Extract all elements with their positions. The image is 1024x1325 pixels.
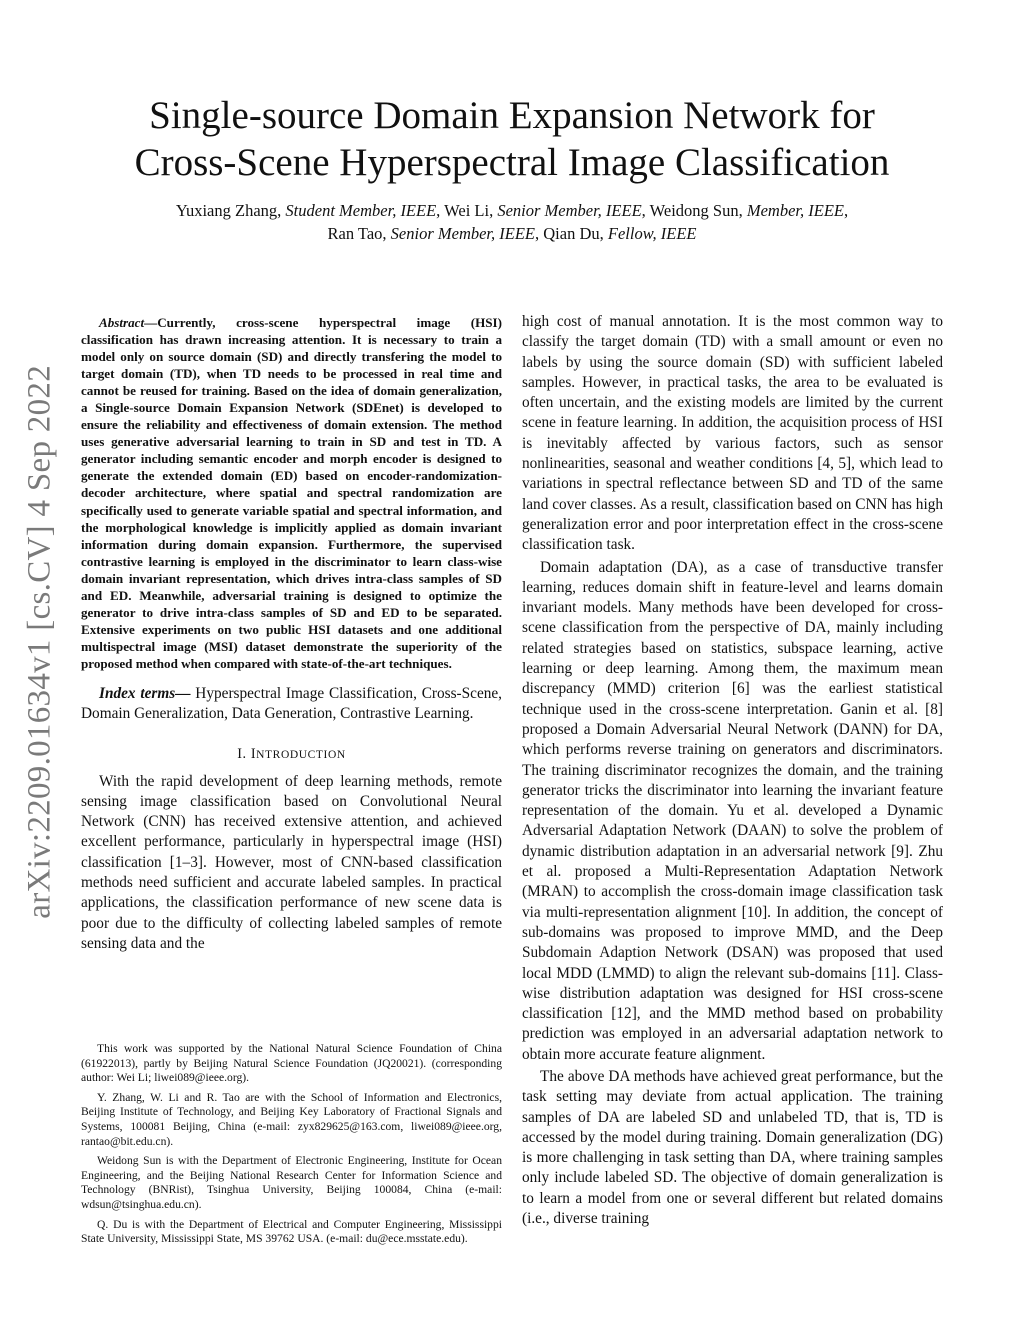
author-role: Fellow, IEEE bbox=[607, 224, 697, 243]
abstract bbox=[81, 314, 502, 672]
title-line-2: Cross-Scene Hyperspectral Image Classification bbox=[134, 141, 890, 184]
author-name: Ran Tao, bbox=[327, 224, 391, 243]
abstract-text: Currently, cross-scene hyperspectral image (HSI) classification has drawn increasing attention. It is necessary to train a model only on source domain (SD) and directly transfering the model to target domain (TD), when TD needs to be processed in real time and cannot be reused for training. Based on the idea of domain generalization, a Single-source Domain Expansion Network (SDEnet) is developed to ensure the reliability and effectiveness of domain extension. The method uses generative adversarial learning to train in SD and test in TD. A generator including semantic encoder and morph encoder is designed to generate the extended domain (ED) based on encoder-randomization-decoder architecture, where spatial and spectral randomization are specifically used to generate variable spatial and spectral information, and the morphological knowledge is implicitly applied as domain invariant information during domain expansion. Furthermore, the supervised contrastive learning is employed in the discriminator to learn class-wise domain invariant representation, which drives intra-class samples of SD and ED. Meanwhile, adversarial training is designed to optimize the generator to drive intra-class samples of SD and ED to be separated. Extensive experiments on two public HSI datasets and one additional multispectral image (MSI) dataset demonstrate the superiority of the proposed method when compared with state-of-the-art techniques. bbox=[81, 315, 502, 671]
index-terms-label: Index terms— bbox=[99, 684, 191, 702]
intro-paragraph-domain-generalization: The above DA methods have achieved great performance, but the task setting may deviate from actual application. The training samples of DA are labeled SD and unlabeled TD, that is, TD is accessed by the model during training. Domain generalization (DG) is more challenging in task setting than DA, where training samples only include labeled SD. The objective of domain generalization is to learn a model from one or several different but related domains (i.e., diverse training bbox=[522, 1067, 943, 1228]
author-role: Senior Member, IEEE bbox=[390, 224, 536, 243]
section-numeral: I. bbox=[237, 745, 251, 762]
author-name: , Wei Li, bbox=[436, 201, 498, 220]
author-line-2 bbox=[60, 222, 964, 245]
footnote-affiliation-3: Q. Du is with the Department of Electrical and Computer Engineering, Mississippi State University, Mississippi State, MS 39762 USA. (e-mail: du@ece.msstate.edu). bbox=[81, 1217, 502, 1246]
intro-paragraph-1: With the rapid development of deep learning methods, remote sensing image classification based on Convolutional Neural Network (CNN) has received extensive attention, and achieved excellent performance, particularly in hyperspectral image (HSI) classification [1–3]. However, most of CNN-based classification methods need sufficient and accurate labeled samples. In practical applications, the classification performance of new scene data is poor due to the difficulty of collecting labeled samples of remote sensing data and the bbox=[81, 772, 502, 952]
footnotes bbox=[81, 1042, 502, 1252]
index-terms-text: Hyperspectral Image Classification, Cross-Scene, Domain Generalization, Data Generation, Contrastive Learning. bbox=[81, 684, 502, 723]
footnote-affiliation-1: Y. Zhang, W. Li and R. Tao are with the School of Information and Electronics, Beijing Institute of Technology, and Beijing Key Laboratory of Fractional Signals and Systems, 100081 Beijing, China (e-mail: zyx829625@163.com, liwei089@ieee.org, rantao@bit.edu.cn). bbox=[81, 1090, 502, 1148]
author-role: Member, IEEE bbox=[746, 201, 844, 220]
author-separator: , bbox=[843, 201, 849, 220]
author-role: Senior Member, IEEE bbox=[497, 201, 642, 220]
author-role: Student Member, IEEE bbox=[285, 201, 437, 220]
author-name: , Weidong Sun, bbox=[641, 201, 747, 220]
left-column bbox=[81, 314, 502, 954]
right-column bbox=[522, 312, 943, 1229]
paper-title bbox=[0, 92, 1024, 186]
author-name: Yuxiang Zhang, bbox=[175, 201, 286, 220]
section-heading-introduction bbox=[81, 745, 502, 764]
author-line-1 bbox=[60, 199, 964, 222]
arxiv-identifier: arXiv:2209.01634v1 [cs.CV] 4 Sep 2022 bbox=[21, 365, 58, 919]
index-terms bbox=[81, 684, 502, 725]
abstract-label: Abstract bbox=[99, 315, 145, 330]
section-title-smallcaps: NTRODUCTION bbox=[256, 748, 346, 761]
abstract-dash: — bbox=[144, 315, 158, 330]
author-list bbox=[60, 199, 964, 245]
title-line-1: Single-source Domain Expansion Network for bbox=[149, 94, 875, 137]
intro-paragraph-continued: high cost of manual annotation. It is the most common way to classify the target domain (TD) with a small amount or even no labels by using the source domain (SD) with sufficient labeled samples. However, in practical tasks, the area to be evaluated is often uncertain, and the existing models are limited by the current scene in feature learning. In addition, the acquisition process of HSI is inevitably affected by various factors, such as sensor nonlinearities, seasonal and weather conditions [4, 5], which lead to variations in spectral reflectance between SD and TD of the same land cover classes. As a result, classification based on CNN has high generalization error and poor interpretation effect in the cross-scene classification task. bbox=[522, 313, 943, 554]
footnote-affiliation-2: Weidong Sun is with the Department of Electronic Engineering, Institute for Ocean Engineering, and the Beijing National Research Center for Information Science and Technology (BNRist), Tsinghua University, Beijing 100084, China (e-mail: wdsun@tsinghua.edu.cn). bbox=[81, 1154, 502, 1211]
footnote-funding: This work was supported by the National Natural Science Foundation of China (61922013), partly by Beijing Natural Science Foundation (JQ20021). (corresponding author: Wei Li; liwei089@ieee.org). bbox=[81, 1042, 502, 1085]
intro-paragraph-domain-adaptation: Domain adaptation (DA), as a case of transductive transfer learning, reduces domain shift in feature-level and learns domain invariant models. Many methods have been developed for cross-scene classification from the perspective of DA, mainly including related strategies based on statistics, subspace learning, active learning or deep learning. Among them, the maximum mean discrepancy (MMD) criterion [6] was the earliest statistical technique used in the cross-scene interpretation. Ganin et al. [8] proposed a Domain Adversarial Neural Network (DANN) for DA, which performs reverse training on generators and discriminators. The training discriminator recognizes the domain, and the training generator tricks the discriminator into learning the invariant feature representation of the domain. Yu et al. developed a Dynamic Adversarial Adaptation Network (DAAN) to solve the problem of dynamic distribution adaptation in an adversarial network [9]. Zhu et al. proposed a Multi-Representation Adaptation Network (MRAN) to accomplish the cross-domain image classification task via multi-representation alignment [10]. In addition, the concept of sub-domains was proposed to improve MMD, and the Deep Subdomain Adaption Network (DSAN) was proposed that used local MDD (LMMD) to align the relevant sub-domains [11]. Class-wise distribution adaptation was designed for HSI cross-scene classification [12], and the MMD method based on probability prediction was employed in an adversarial adaptation network to obtain more accurate feature alignment. bbox=[522, 558, 943, 1063]
author-name: , Qian Du, bbox=[535, 224, 608, 243]
section-initial: I bbox=[250, 745, 257, 762]
